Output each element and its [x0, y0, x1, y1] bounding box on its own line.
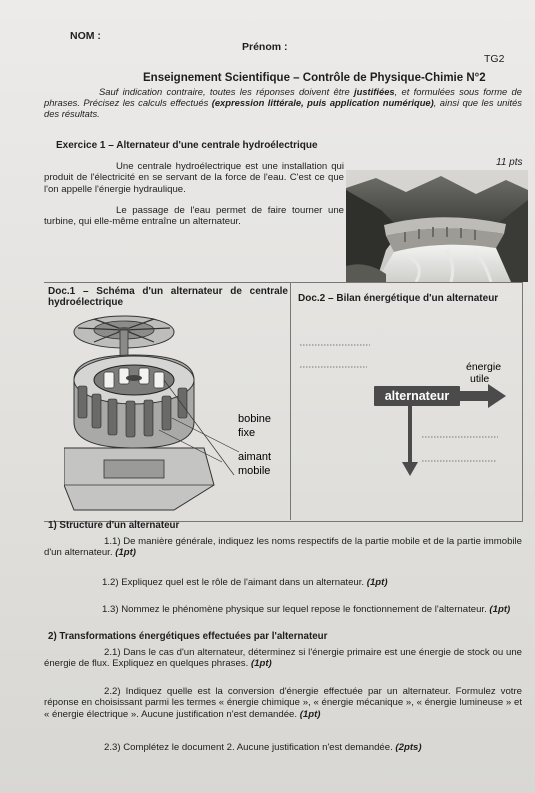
alternator-schematic — [64, 310, 286, 520]
doc2-title: Doc.2 – Bilan énergétique d'un alternateur — [298, 293, 499, 304]
name-label: NOM : — [70, 30, 101, 42]
question-2-2: 2.2) Indiquez quelle est la conversion d'énergie effectuée par un alternateur. Formulez votre réponse en choisissant parmi les termes « énergie chimique », « énergie mécanique », « énergie lumineuse » et « énergie électrique ». Aucune justification n'est demandée. (1pt) — [44, 686, 522, 720]
useful-energy-arrow — [460, 384, 506, 408]
useful-energy-label-1: énergie — [466, 361, 502, 373]
label-fixe: fixe — [238, 427, 256, 439]
loss-arrow-head — [402, 462, 418, 476]
section-2-heading: 2) Transformations énergétiques effectuées par l'alternateur — [48, 631, 328, 642]
doc1-title: Doc.1 – Schéma d'un alternateur de centrale hydroélectrique — [48, 286, 288, 308]
label-aimant: aimant — [238, 451, 272, 463]
firstname-label: Prénom : — [242, 41, 288, 53]
exercise-title: Exercice 1 – Alternateur d'une centrale hydroélectrique — [56, 140, 318, 151]
documents-divider — [290, 282, 291, 520]
question-1-1: 1.1) De manière générale, indiquez les noms respectifs de la partie mobile et de la partie immobile d'un alternateur. (1pt) — [44, 536, 522, 559]
question-2-3: 2.3) Complétez le document 2. Aucune justification n'est demandée. (2pts) — [104, 742, 422, 753]
instruction-emph-2: (expression littérale, puis application numérique) — [211, 97, 434, 108]
alternator-box-label: alternateur — [384, 389, 450, 403]
question-1-3: 1.3) Nommez le phénomène physique sur lequel repose le fonctionnement de l'alternateur. (1pt) — [102, 604, 511, 615]
dam-photo — [346, 170, 528, 282]
instruction-emph-1: justifiées — [353, 86, 395, 97]
label-bobine: bobine — [238, 413, 272, 425]
intro-paragraph-2: Le passage de l'eau permet de faire tourner une turbine, qui elle-même entraîne un alternateur. — [44, 205, 344, 228]
question-2-1: 2.1) Dans le cas d'un alternateur, déterminez si l'énergie primaire est une énergie de stock ou une énergie de flux. Expliquez en quelques phrases. (1pt) — [44, 647, 522, 670]
question-1-2: 1.2) Expliquez quel est le rôle de l'aimant dans un alternateur. (1pt) — [102, 577, 388, 588]
useful-energy-label-2: utile — [470, 373, 490, 385]
turbine-illustration — [64, 316, 239, 510]
energy-balance-diagram — [292, 312, 520, 512]
page-title: Enseignement Scientifique – Contrôle de Physique-Chimie N°2 — [143, 72, 486, 84]
label-mobile: mobile — [238, 465, 271, 477]
class-label: TG2 — [484, 53, 505, 65]
exercise-points: 11 pts — [496, 157, 523, 168]
intro-paragraph-1: Une centrale hydroélectrique est une installation qui produit de l'électricité en se servant de la force de l'eau. C'est ce que l'on appelle l'énergie hydraulique. — [44, 161, 344, 195]
instructions: Sauf indication contraire, toutes les réponses doivent être justifiées, et formulées sous forme de phrases. Précisez les calculs effectués (expression littérale, puis application numérique), ainsi que les unités des résultats. — [44, 86, 522, 119]
section-1-heading: 1) Structure d'un alternateur — [48, 520, 180, 531]
loss-arrow-shaft — [408, 406, 412, 464]
